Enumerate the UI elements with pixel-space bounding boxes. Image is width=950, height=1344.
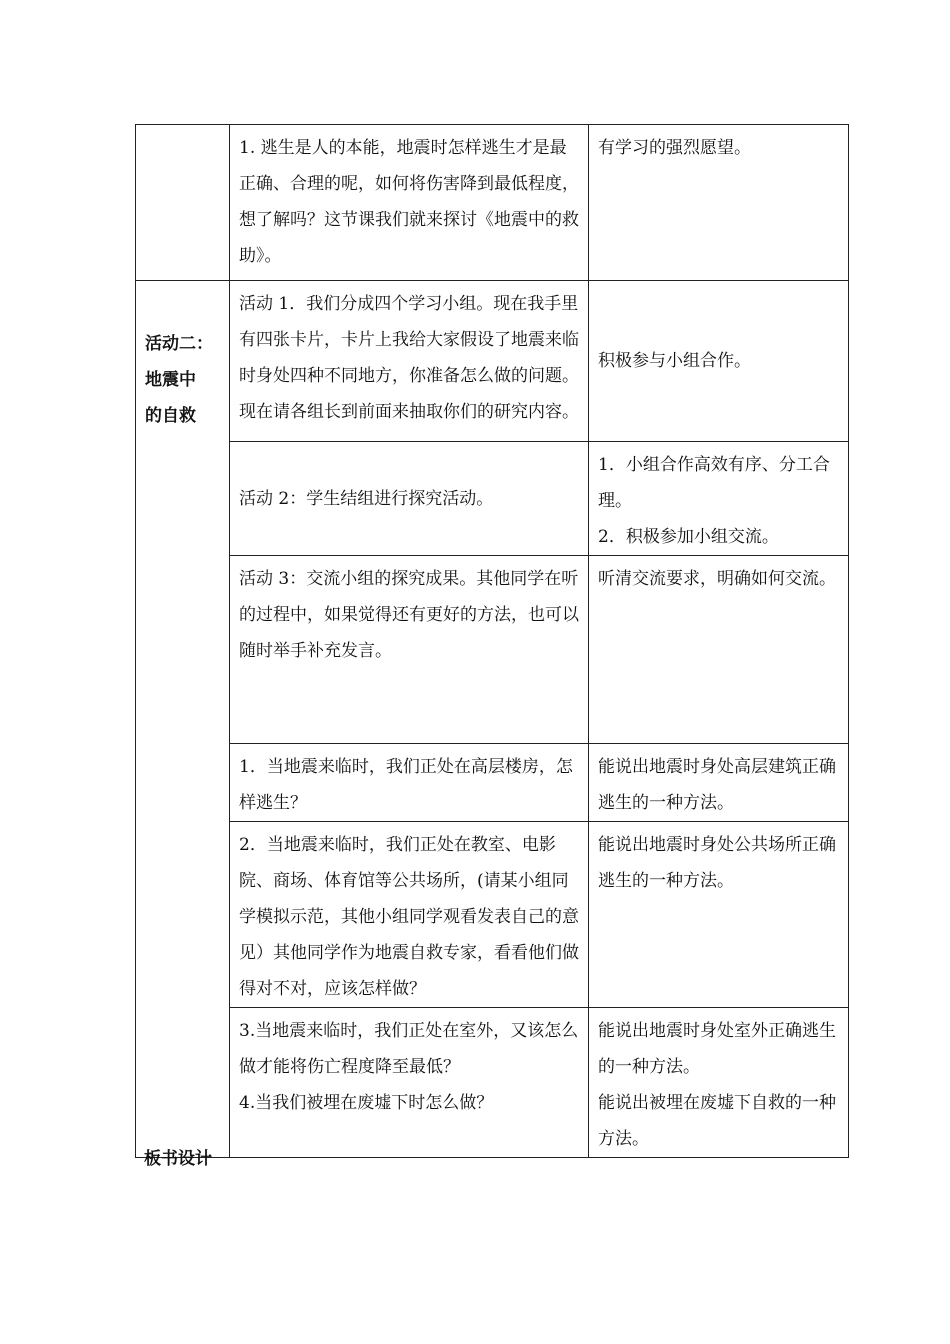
student-activity-cell: 能说出地震时身处高层建筑正确逃生的一种方法。 xyxy=(589,744,849,822)
table-row xyxy=(136,1008,849,1158)
table-row xyxy=(136,281,849,442)
table-row xyxy=(136,744,849,822)
stage-cell-activity2 xyxy=(136,281,230,1158)
teacher-activity-cell: 2．当地震来临时，我们正处在教室、电影院、商场、体育馆等公共场所，(请某小组同学模拟示范，其他小组同学观看发表自己的意见）其他同学作为地震自救专家，看看他们做得对不对，应该怎样做？ xyxy=(230,822,589,1008)
stage-cell-empty xyxy=(136,125,230,281)
student-line: 1．小组合作高效有序、分工合理。 xyxy=(598,455,830,511)
teacher-activity-cell: 活动 1．我们分成四个学习小组。现在我手里有四张卡片，卡片上我给大家假设了地震来临时身处四种不同地方，你准备怎么做的问题。现在请各组长到前面来抽取你们的研究内容。 xyxy=(230,281,589,442)
teacher-line: 3.当地震来临时，我们正处在室外，又该怎么做才能将伤亡程度降至最低？ xyxy=(239,1021,579,1077)
student-activity-cell: 能说出地震时身处公共场所正确逃生的一种方法。 xyxy=(589,822,849,1008)
table-row xyxy=(136,556,849,744)
teacher-line: 4.当我们被埋在废墟下时怎么做？ xyxy=(239,1093,494,1113)
student-activity-cell: 积极参与小组合作。 xyxy=(589,281,849,442)
student-activity-cell xyxy=(589,442,849,556)
stage-label-line: 的自救 xyxy=(145,406,196,426)
student-activity-cell: 有学习的强烈愿望。 xyxy=(589,125,849,281)
table-row-intro xyxy=(136,125,849,281)
teacher-activity-cell: 活动 3：交流小组的探究成果。其他同学在听的过程中，如果觉得还有更好的方法，也可以随时举手补充发言。 xyxy=(230,556,589,744)
lesson-plan-table xyxy=(135,124,849,1158)
student-activity-cell xyxy=(589,1008,849,1158)
stage-label-line: 活动二： xyxy=(145,334,213,354)
student-line: 能说出地震时身处室外正确逃生的一种方法。 xyxy=(598,1021,836,1077)
teacher-activity-cell: 1. 逃生是人的本能，地震时怎样逃生才是最正确、合理的呢，如何将伤害降到最低程度，想了解吗？这节课我们就来探讨《地震中的救助》。 xyxy=(230,125,589,281)
stage-label-line: 地震中 xyxy=(145,370,196,390)
teacher-activity-cell: 活动 2：学生结组进行探究活动。 xyxy=(230,442,589,556)
student-line: 2．积极参加小组交流。 xyxy=(598,527,779,547)
teacher-activity-cell: 1．当地震来临时，我们正处在高层楼房，怎样逃生？ xyxy=(230,744,589,822)
table-row xyxy=(136,442,849,556)
student-activity-cell: 听清交流要求，明确如何交流。 xyxy=(589,556,849,744)
student-line: 能说出被埋在废墟下自救的一种方法。 xyxy=(598,1093,836,1149)
section-heading-board-design: 板书设计 xyxy=(144,1149,212,1169)
teacher-activity-cell xyxy=(230,1008,589,1158)
table-row xyxy=(136,822,849,1008)
